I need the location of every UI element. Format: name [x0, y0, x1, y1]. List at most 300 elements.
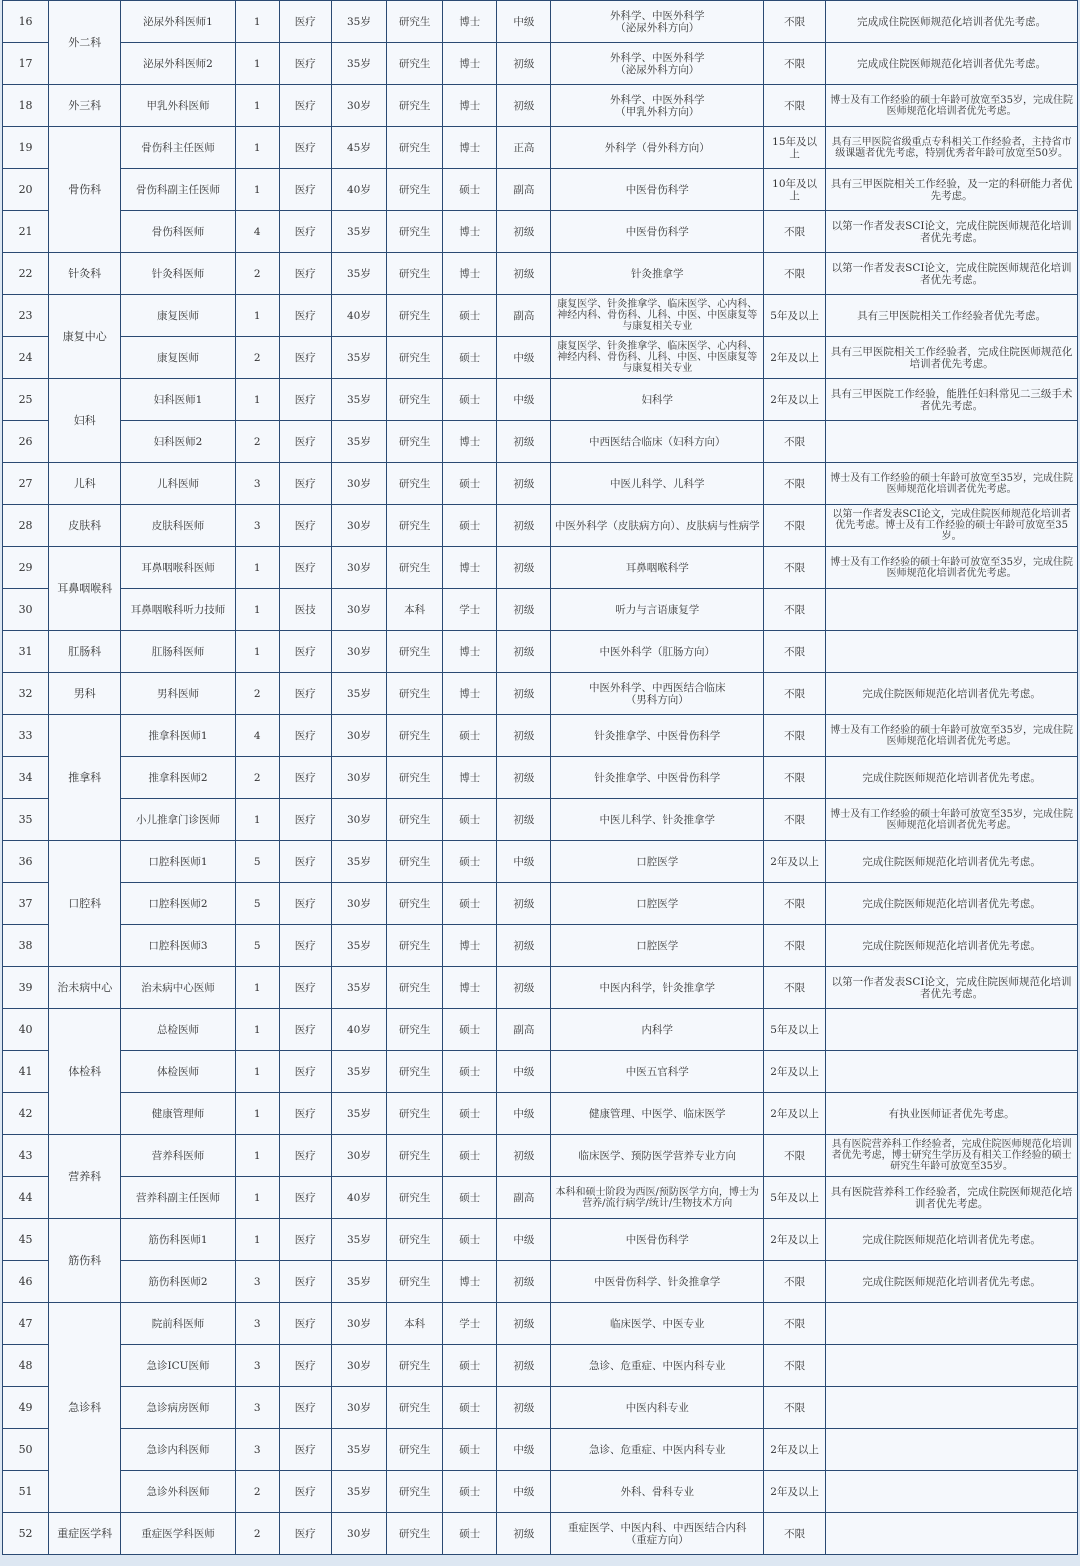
experience-cell: 2年及以上	[764, 1219, 826, 1261]
row-number: 48	[3, 1345, 49, 1387]
category-cell: 医疗	[279, 1387, 331, 1429]
table-row	[3, 841, 1078, 883]
headcount-cell: 5	[235, 841, 279, 883]
degree-cell: 博士	[443, 967, 497, 1009]
table-row	[3, 1135, 1078, 1177]
education-cell: 研究生	[387, 1009, 443, 1051]
degree-cell: 硕士	[443, 1219, 497, 1261]
position-cell: 急诊外科医师	[121, 1471, 235, 1513]
professional-title-cell: 中级	[497, 1093, 551, 1135]
row-number: 30	[3, 589, 49, 631]
table-row	[3, 799, 1078, 841]
professional-title-cell: 中级	[497, 337, 551, 379]
major-cell: 中医外科学、中西医结合临床 （男科方向）	[551, 673, 764, 715]
experience-cell: 15年及以上	[764, 127, 826, 169]
experience-cell: 2年及以上	[764, 1051, 826, 1093]
experience-cell: 不限	[764, 799, 826, 841]
experience-cell: 不限	[764, 925, 826, 967]
position-cell: 营养科医师	[121, 1135, 235, 1177]
major-cell: 中医儿科学、儿科学	[551, 463, 764, 505]
degree-cell: 博士	[443, 253, 497, 295]
table-body	[3, 1, 1078, 1555]
professional-title-cell: 初级	[497, 967, 551, 1009]
headcount-cell: 1	[235, 43, 279, 85]
degree-cell: 博士	[443, 1, 497, 43]
category-cell: 医疗	[279, 631, 331, 673]
row-number: 37	[3, 883, 49, 925]
professional-title-cell: 初级	[497, 799, 551, 841]
professional-title-cell: 初级	[497, 421, 551, 463]
degree-cell: 博士	[443, 211, 497, 253]
major-cell: 听力与言语康复学	[551, 589, 764, 631]
experience-cell: 不限	[764, 1513, 826, 1555]
table-row	[3, 1093, 1078, 1135]
department-cell: 皮肤科	[49, 505, 121, 547]
remark-cell: 博士及有工作经验的硕士年龄可放宽至35岁，完成住院医师规范化培训者优先考虑。	[826, 85, 1078, 127]
remark-cell: 完成住院医师规范化培训者优先考虑。	[826, 1261, 1078, 1303]
degree-cell: 硕士	[443, 799, 497, 841]
professional-title-cell: 中级	[497, 1051, 551, 1093]
position-cell: 骨伤科主任医师	[121, 127, 235, 169]
remark-cell: 以第一作者发表SCI论文，完成住院医师规范化培训者优先考虑。博士及有工作经验的硕士年龄可放宽至35岁。	[826, 505, 1078, 547]
experience-cell: 不限	[764, 1345, 826, 1387]
position-cell: 重症医学科医师	[121, 1513, 235, 1555]
category-cell: 医疗	[279, 1135, 331, 1177]
row-number: 44	[3, 1177, 49, 1219]
education-cell: 研究生	[387, 1429, 443, 1471]
education-cell: 研究生	[387, 799, 443, 841]
professional-title-cell: 初级	[497, 715, 551, 757]
category-cell: 医疗	[279, 1303, 331, 1345]
row-number: 26	[3, 421, 49, 463]
row-number: 33	[3, 715, 49, 757]
headcount-cell: 2	[235, 1471, 279, 1513]
degree-cell: 硕士	[443, 1387, 497, 1429]
experience-cell: 不限	[764, 673, 826, 715]
position-cell: 营养科副主任医师	[121, 1177, 235, 1219]
education-cell: 研究生	[387, 1219, 443, 1261]
remark-cell: 博士及有工作经验的硕士年龄可放宽至35岁，完成住院医师规范化培训者优先考虑。	[826, 463, 1078, 505]
education-cell: 研究生	[387, 925, 443, 967]
table-row	[3, 169, 1078, 211]
position-cell: 康复医师	[121, 295, 235, 337]
professional-title-cell: 初级	[497, 505, 551, 547]
headcount-cell: 2	[235, 253, 279, 295]
education-cell: 研究生	[387, 673, 443, 715]
professional-title-cell: 初级	[497, 1387, 551, 1429]
position-cell: 小儿推拿门诊医师	[121, 799, 235, 841]
age-limit-cell: 30岁	[331, 505, 386, 547]
category-cell: 医疗	[279, 295, 331, 337]
experience-cell: 5年及以上	[764, 295, 826, 337]
remark-cell	[826, 1471, 1078, 1513]
major-cell: 妇科学	[551, 379, 764, 421]
remark-cell: 博士及有工作经验的硕士年龄可放宽至35岁，完成住院医师规范化培训者优先考虑。	[826, 547, 1078, 589]
major-cell: 临床医学、中医专业	[551, 1303, 764, 1345]
headcount-cell: 2	[235, 673, 279, 715]
remark-cell: 具有三甲医院相关工作经验，及一定的科研能力者优先考虑。	[826, 169, 1078, 211]
position-cell: 耳鼻咽喉科医师	[121, 547, 235, 589]
table-row	[3, 673, 1078, 715]
major-cell: 耳鼻咽喉科学	[551, 547, 764, 589]
experience-cell: 不限	[764, 463, 826, 505]
headcount-cell: 4	[235, 211, 279, 253]
headcount-cell: 1	[235, 85, 279, 127]
remark-cell: 具有医院营养科工作经验者，完成住院医师规范化培训者优先考虑，博士研究生学历及有相关工作经验的硕士研究生年龄可放宽至35岁。	[826, 1135, 1078, 1177]
age-limit-cell: 35岁	[331, 211, 386, 253]
headcount-cell: 1	[235, 1051, 279, 1093]
category-cell: 医疗	[279, 673, 331, 715]
row-number: 39	[3, 967, 49, 1009]
degree-cell: 硕士	[443, 1513, 497, 1555]
row-number: 16	[3, 1, 49, 43]
education-cell: 研究生	[387, 1093, 443, 1135]
age-limit-cell: 30岁	[331, 85, 386, 127]
major-cell: 本科和硕士阶段为西医/预防医学方向，博士为营养/流行病学/统计/生物技术方向	[551, 1177, 764, 1219]
remark-cell: 具有三甲医院相关工作经验者优先考虑。	[826, 295, 1078, 337]
position-cell: 妇科医师2	[121, 421, 235, 463]
row-number: 27	[3, 463, 49, 505]
table-row	[3, 127, 1078, 169]
remark-cell	[826, 1345, 1078, 1387]
degree-cell: 博士	[443, 1261, 497, 1303]
category-cell: 医疗	[279, 1261, 331, 1303]
headcount-cell: 1	[235, 295, 279, 337]
professional-title-cell: 副高	[497, 295, 551, 337]
table-row	[3, 1429, 1078, 1471]
position-cell: 口腔科医师3	[121, 925, 235, 967]
table-row	[3, 715, 1078, 757]
age-limit-cell: 35岁	[331, 421, 386, 463]
category-cell: 医疗	[279, 253, 331, 295]
remark-cell: 具有三甲医院工作经验，能胜任妇科常见二三级手术者优先考虑。	[826, 379, 1078, 421]
education-cell: 研究生	[387, 883, 443, 925]
row-number: 24	[3, 337, 49, 379]
position-cell: 急诊内科医师	[121, 1429, 235, 1471]
experience-cell: 不限	[764, 1261, 826, 1303]
age-limit-cell: 35岁	[331, 1093, 386, 1135]
category-cell: 医疗	[279, 1009, 331, 1051]
position-cell: 甲乳外科医师	[121, 85, 235, 127]
experience-cell: 10年及以上	[764, 169, 826, 211]
headcount-cell: 1	[235, 127, 279, 169]
age-limit-cell: 40岁	[331, 295, 386, 337]
headcount-cell: 1	[235, 1, 279, 43]
education-cell: 研究生	[387, 1051, 443, 1093]
position-cell: 推拿科医师2	[121, 757, 235, 799]
major-cell: 外科学、中医外科学 （泌尿外科方向）	[551, 1, 764, 43]
experience-cell: 不限	[764, 631, 826, 673]
remark-cell	[826, 1387, 1078, 1429]
major-cell: 针灸推拿学、中医骨伤科学	[551, 715, 764, 757]
position-cell: 总检医师	[121, 1009, 235, 1051]
education-cell: 研究生	[387, 505, 443, 547]
degree-cell: 博士	[443, 43, 497, 85]
age-limit-cell: 40岁	[331, 1177, 386, 1219]
row-number: 38	[3, 925, 49, 967]
education-cell: 研究生	[387, 715, 443, 757]
headcount-cell: 3	[235, 1303, 279, 1345]
position-cell: 男科医师	[121, 673, 235, 715]
education-cell: 研究生	[387, 757, 443, 799]
age-limit-cell: 35岁	[331, 1429, 386, 1471]
major-cell: 急诊、危重症、中医内科专业	[551, 1429, 764, 1471]
remark-cell	[826, 589, 1078, 631]
row-number: 35	[3, 799, 49, 841]
position-cell: 针灸科医师	[121, 253, 235, 295]
headcount-cell: 1	[235, 799, 279, 841]
table-row	[3, 337, 1078, 379]
headcount-cell: 1	[235, 589, 279, 631]
department-cell: 骨伤科	[49, 127, 121, 253]
age-limit-cell: 30岁	[331, 1387, 386, 1429]
age-limit-cell: 30岁	[331, 1303, 386, 1345]
table-row	[3, 589, 1078, 631]
professional-title-cell: 初级	[497, 631, 551, 673]
table-row	[3, 1387, 1078, 1429]
row-number: 45	[3, 1219, 49, 1261]
degree-cell: 硕士	[443, 1177, 497, 1219]
row-number: 49	[3, 1387, 49, 1429]
degree-cell: 博士	[443, 757, 497, 799]
table-row	[3, 253, 1078, 295]
headcount-cell: 3	[235, 1429, 279, 1471]
remark-cell: 完成住院医师规范化培训者优先考虑。	[826, 757, 1078, 799]
headcount-cell: 1	[235, 1219, 279, 1261]
position-cell: 皮肤科医师	[121, 505, 235, 547]
professional-title-cell: 初级	[497, 463, 551, 505]
department-cell: 肛肠科	[49, 631, 121, 673]
row-number: 46	[3, 1261, 49, 1303]
degree-cell: 博士	[443, 127, 497, 169]
department-cell: 外二科	[49, 1, 121, 85]
position-cell: 妇科医师1	[121, 379, 235, 421]
education-cell: 本科	[387, 1303, 443, 1345]
position-cell: 骨伤科医师	[121, 211, 235, 253]
major-cell: 中医骨伤科学	[551, 1219, 764, 1261]
major-cell: 临床医学、预防医学营养专业方向	[551, 1135, 764, 1177]
remark-cell: 以第一作者发表SCI论文，完成住院医师规范化培训者优先考虑。	[826, 967, 1078, 1009]
department-cell: 妇科	[49, 379, 121, 463]
degree-cell: 硕士	[443, 715, 497, 757]
table-row	[3, 211, 1078, 253]
remark-cell: 有执业医师证者优先考虑。	[826, 1093, 1078, 1135]
department-cell: 营养科	[49, 1135, 121, 1219]
degree-cell: 硕士	[443, 1429, 497, 1471]
table-row	[3, 1051, 1078, 1093]
table-row	[3, 1009, 1078, 1051]
education-cell: 研究生	[387, 1345, 443, 1387]
education-cell: 研究生	[387, 1513, 443, 1555]
experience-cell: 不限	[764, 883, 826, 925]
age-limit-cell: 30岁	[331, 1513, 386, 1555]
category-cell: 医疗	[279, 841, 331, 883]
remark-cell: 完成住院医师规范化培训者优先考虑。	[826, 883, 1078, 925]
category-cell: 医疗	[279, 505, 331, 547]
degree-cell: 博士	[443, 85, 497, 127]
position-cell: 筋伤科医师1	[121, 1219, 235, 1261]
position-cell: 推拿科医师1	[121, 715, 235, 757]
department-cell: 推拿科	[49, 715, 121, 841]
remark-cell: 具有三甲医院省级重点专科相关工作经验者，主持省市级课题者优先考虑，特别优秀者年龄可放宽至50岁。	[826, 127, 1078, 169]
age-limit-cell: 35岁	[331, 337, 386, 379]
row-number: 41	[3, 1051, 49, 1093]
professional-title-cell: 中级	[497, 1471, 551, 1513]
category-cell: 医疗	[279, 1, 331, 43]
category-cell: 医疗	[279, 757, 331, 799]
experience-cell: 不限	[764, 1303, 826, 1345]
remark-cell: 完成成住院医师规范化培训者优先考虑。	[826, 43, 1078, 85]
category-cell: 医疗	[279, 883, 331, 925]
position-cell: 治未病中心医师	[121, 967, 235, 1009]
category-cell: 医疗	[279, 1345, 331, 1387]
major-cell: 中医内科专业	[551, 1387, 764, 1429]
education-cell: 研究生	[387, 463, 443, 505]
table-row	[3, 505, 1078, 547]
professional-title-cell: 中级	[497, 1429, 551, 1471]
headcount-cell: 1	[235, 1093, 279, 1135]
remark-cell	[826, 1009, 1078, 1051]
table-row	[3, 85, 1078, 127]
table-row	[3, 967, 1078, 1009]
education-cell: 本科	[387, 589, 443, 631]
row-number: 40	[3, 1009, 49, 1051]
experience-cell: 不限	[764, 43, 826, 85]
age-limit-cell: 30岁	[331, 631, 386, 673]
professional-title-cell: 中级	[497, 379, 551, 421]
major-cell: 中医儿科学、针灸推拿学	[551, 799, 764, 841]
age-limit-cell: 35岁	[331, 1, 386, 43]
age-limit-cell: 30岁	[331, 1135, 386, 1177]
remark-cell: 具有三甲医院相关工作经验者，完成住院医师规范化培训者优先考虑。	[826, 337, 1078, 379]
remark-cell: 完成住院医师规范化培训者优先考虑。	[826, 673, 1078, 715]
major-cell: 中西医结合临床（妇科方向）	[551, 421, 764, 463]
table-row	[3, 421, 1078, 463]
row-number: 22	[3, 253, 49, 295]
table-row	[3, 631, 1078, 673]
education-cell: 研究生	[387, 1135, 443, 1177]
major-cell: 中医骨伤科学、针灸推拿学	[551, 1261, 764, 1303]
age-limit-cell: 35岁	[331, 1051, 386, 1093]
professional-title-cell: 中级	[497, 841, 551, 883]
category-cell: 医疗	[279, 1051, 331, 1093]
education-cell: 研究生	[387, 337, 443, 379]
degree-cell: 硕士	[443, 169, 497, 211]
row-number: 34	[3, 757, 49, 799]
major-cell: 口腔医学	[551, 883, 764, 925]
experience-cell: 2年及以上	[764, 841, 826, 883]
education-cell: 研究生	[387, 631, 443, 673]
remark-cell: 完成住院医师规范化培训者优先考虑。	[826, 841, 1078, 883]
major-cell: 中医骨伤科学	[551, 169, 764, 211]
table-row	[3, 883, 1078, 925]
department-cell: 男科	[49, 673, 121, 715]
remark-cell: 完成住院医师规范化培训者优先考虑。	[826, 925, 1078, 967]
professional-title-cell: 初级	[497, 589, 551, 631]
degree-cell: 学士	[443, 1303, 497, 1345]
row-number: 31	[3, 631, 49, 673]
table-row	[3, 547, 1078, 589]
position-cell: 筋伤科医师2	[121, 1261, 235, 1303]
headcount-cell: 5	[235, 925, 279, 967]
row-number: 21	[3, 211, 49, 253]
category-cell: 医疗	[279, 85, 331, 127]
table-row	[3, 463, 1078, 505]
degree-cell: 硕士	[443, 295, 497, 337]
headcount-cell: 1	[235, 631, 279, 673]
major-cell: 中医外科学（皮肤病方向）、皮肤病与性病学	[551, 505, 764, 547]
age-limit-cell: 40岁	[331, 169, 386, 211]
degree-cell: 博士	[443, 673, 497, 715]
position-cell: 口腔科医师1	[121, 841, 235, 883]
category-cell: 医疗	[279, 169, 331, 211]
row-number: 51	[3, 1471, 49, 1513]
education-cell: 研究生	[387, 967, 443, 1009]
degree-cell: 硕士	[443, 1471, 497, 1513]
age-limit-cell: 30岁	[331, 1345, 386, 1387]
category-cell: 医疗	[279, 1471, 331, 1513]
table-row	[3, 43, 1078, 85]
headcount-cell: 3	[235, 463, 279, 505]
category-cell: 医疗	[279, 1219, 331, 1261]
major-cell: 中医外科学（肛肠方向）	[551, 631, 764, 673]
experience-cell: 不限	[764, 1387, 826, 1429]
row-number: 18	[3, 85, 49, 127]
professional-title-cell: 初级	[497, 547, 551, 589]
row-number: 50	[3, 1429, 49, 1471]
age-limit-cell: 30岁	[331, 463, 386, 505]
headcount-cell: 1	[235, 169, 279, 211]
experience-cell: 不限	[764, 757, 826, 799]
row-number: 47	[3, 1303, 49, 1345]
age-limit-cell: 35岁	[331, 967, 386, 1009]
experience-cell: 不限	[764, 547, 826, 589]
professional-title-cell: 初级	[497, 43, 551, 85]
major-cell: 外科学、中医外科学 （甲乳外科方向）	[551, 85, 764, 127]
experience-cell: 不限	[764, 421, 826, 463]
department-cell: 筋伤科	[49, 1219, 121, 1303]
education-cell: 研究生	[387, 1261, 443, 1303]
department-cell: 治未病中心	[49, 967, 121, 1009]
degree-cell: 学士	[443, 589, 497, 631]
experience-cell: 2年及以上	[764, 379, 826, 421]
recruitment-table	[2, 0, 1078, 1555]
professional-title-cell: 初级	[497, 1135, 551, 1177]
experience-cell: 不限	[764, 967, 826, 1009]
department-cell: 儿科	[49, 463, 121, 505]
age-limit-cell: 35岁	[331, 379, 386, 421]
category-cell: 医疗	[279, 463, 331, 505]
professional-title-cell: 初级	[497, 85, 551, 127]
education-cell: 研究生	[387, 1177, 443, 1219]
table-row	[3, 1303, 1078, 1345]
education-cell: 研究生	[387, 379, 443, 421]
department-cell: 急诊科	[49, 1303, 121, 1513]
table-row	[3, 295, 1078, 337]
table-row	[3, 1345, 1078, 1387]
professional-title-cell: 初级	[497, 1513, 551, 1555]
row-number: 43	[3, 1135, 49, 1177]
headcount-cell: 3	[235, 505, 279, 547]
department-cell: 针灸科	[49, 253, 121, 295]
category-cell: 医疗	[279, 1429, 331, 1471]
remark-cell: 博士及有工作经验的硕士年龄可放宽至35岁，完成住院医师规范化培训者优先考虑。	[826, 799, 1078, 841]
headcount-cell: 2	[235, 1513, 279, 1555]
department-cell: 重症医学科	[49, 1513, 121, 1555]
age-limit-cell: 35岁	[331, 1471, 386, 1513]
professional-title-cell: 初级	[497, 211, 551, 253]
major-cell: 中医内科学，针灸推拿学	[551, 967, 764, 1009]
